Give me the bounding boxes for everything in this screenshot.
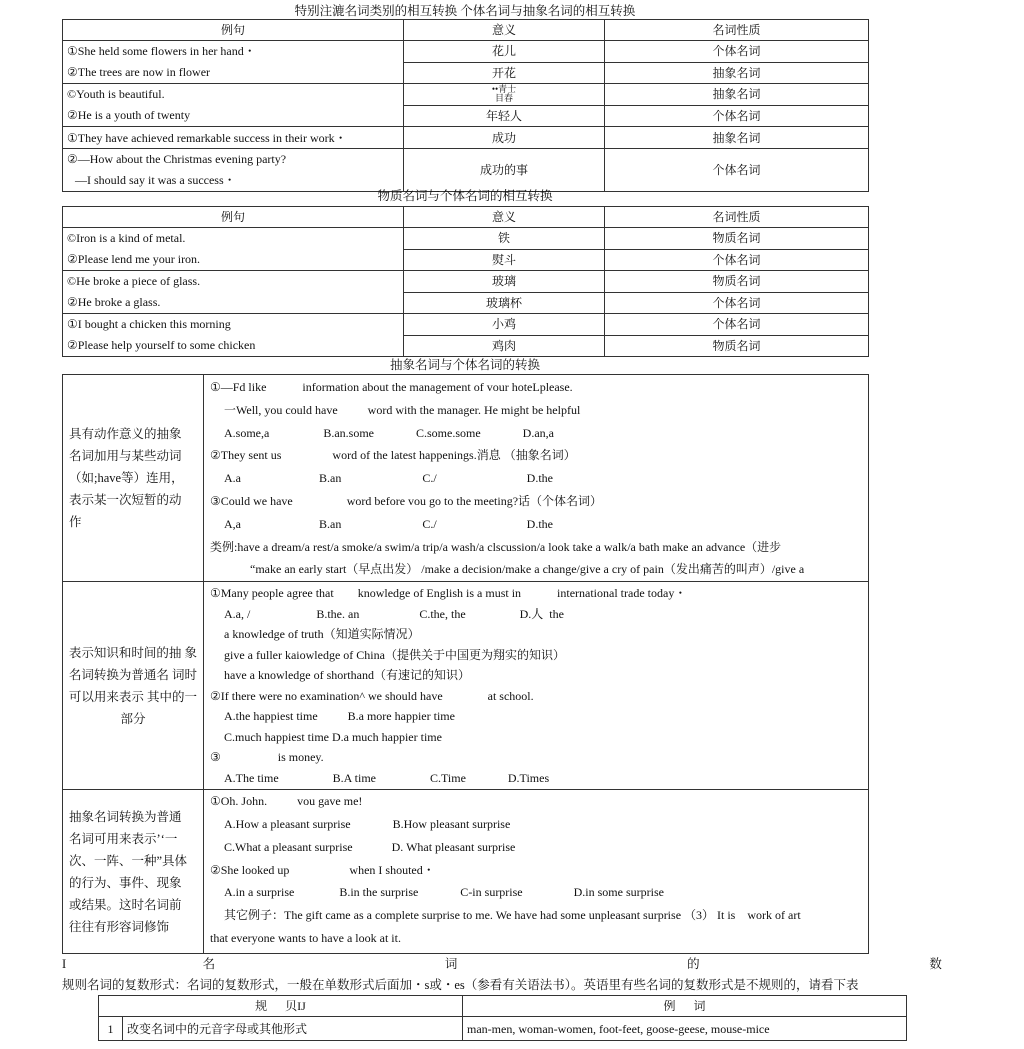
sentence: ①She held some flowers in her hand・ xyxy=(67,44,256,58)
category-cell: 抽象名词转换为普通名词可用来表示’‘一次、一阵、一种”具体的行为、事件、现象或结果。这时名词前往往有形容词修饰 xyxy=(63,790,204,954)
type-cell: 抽象名词 xyxy=(605,127,869,149)
sentence: ①They have achieved remarkable success in their work・ xyxy=(63,127,404,149)
meaning-cell: 开花 xyxy=(404,62,605,84)
example-line: that everyone wants to have a look at it. xyxy=(210,930,401,945)
rule-examples: man-men, woman-women, foot-feet, goose-geese, mouse-mice xyxy=(463,1017,907,1041)
table4 xyxy=(98,995,907,1041)
heading-char: 词 xyxy=(444,957,458,971)
table1-title: 特别注漉名词类别的相互转换 个体名词与抽象名词的相互转换 xyxy=(294,4,636,18)
meaning-cell: 铁 xyxy=(404,228,605,250)
category-cell: 表示知识和时间的抽 象名词转换为普通名 词时可以用来表示 其中的一部分 xyxy=(63,582,204,790)
table2 xyxy=(62,206,869,357)
example-line: ②She looked up when I shouted・ xyxy=(210,862,435,877)
table2-title: 物质名词与个体名词的相互转换 xyxy=(377,189,553,203)
sentence: —I should say it was a success・ xyxy=(75,173,236,187)
sentence: ②The trees are now in flower xyxy=(67,65,211,79)
table1-header-sentence: 例句 xyxy=(63,20,404,41)
sentence: ②Please help yourself to some chicken xyxy=(67,338,256,352)
example-line: A.a, / B.the. an C.the, the D.人 the xyxy=(224,606,564,621)
type-cell: 物质名词 xyxy=(605,335,869,357)
rule-number: 1 xyxy=(99,1017,123,1041)
table3-title: 抽象名词与个体名词的转换 xyxy=(389,358,540,372)
example-line: a knowledge of truth（知道实际情况） xyxy=(224,627,420,642)
sentence: ②He is a youth of twenty xyxy=(67,108,191,122)
example-line: ①Oh. John. vou gave me! xyxy=(210,794,363,809)
table4-header-examples: 例 词 xyxy=(463,996,907,1017)
example-line: C.What a pleasant surprise D. What pleasant surprise xyxy=(224,839,516,854)
table1-row-sentences xyxy=(63,149,404,192)
type-cell: 个体名词 xyxy=(605,149,869,192)
table1-header-meaning: 意义 xyxy=(404,20,605,41)
type-cell: 物质名词 xyxy=(605,271,869,293)
table1-row-sentences xyxy=(63,41,404,84)
example-line: A,a B.an C./ D.the xyxy=(224,516,553,531)
sentence: ②Please lend me your iron. xyxy=(67,252,201,266)
type-cell: 物质名词 xyxy=(605,228,869,250)
type-cell: 个体名词 xyxy=(605,314,869,336)
type-cell: 个体名词 xyxy=(605,249,869,271)
example-line: ②If there were no examination^ we should have at school. xyxy=(210,688,534,703)
meaning-cell: 小鸡 xyxy=(404,314,605,336)
table4-header-rule: 规 贝IJ xyxy=(99,996,463,1017)
example-line: 一Well, you could have word with the manager. He might be helpful xyxy=(224,402,581,417)
sentence: ②He broke a glass. xyxy=(67,295,161,309)
example-line: A.The time B.A time C.Time D.Times xyxy=(224,770,550,785)
example-line: ③ is money. xyxy=(210,750,324,765)
meaning-cell: 成功的事 xyxy=(404,149,605,192)
type-cell: 个体名词 xyxy=(605,105,869,127)
table2-row-sentences xyxy=(63,228,404,271)
example-line: A.the happiest time B.a more happier time xyxy=(224,709,455,724)
example-line: A.How a pleasant surprise B.How pleasant surprise xyxy=(224,816,511,831)
example-line: ②They sent us word of the latest happenings.消息 （抽象名词） xyxy=(210,448,576,463)
example-line xyxy=(210,950,868,952)
rule-text: 改变名词中的元音字母或其他形式 xyxy=(123,1017,463,1041)
heading-char: I xyxy=(62,957,67,971)
type-cell: 抽象名词 xyxy=(605,62,869,84)
table2-header-sentence: 例句 xyxy=(63,207,404,228)
examples-cell xyxy=(204,790,869,954)
example-line: 类例:have a dream/a rest/a smoke/a swim/a trip/a wash/a clscussion/a look take a walk/a bath make an advance（进步 xyxy=(210,539,782,554)
category-cell: 具有动作意义的抽象名词加用与某些动词（如;have等）连用，表示某一次短暂的动作 xyxy=(63,375,204,582)
table2-row-sentences xyxy=(63,271,404,314)
table2-header-meaning: 意义 xyxy=(404,207,605,228)
table2-header-type: 名词性质 xyxy=(605,207,869,228)
example-line: A.in a surprise B.in the surprise C-in surprise D.in some surprise xyxy=(224,885,664,900)
meaning-cell: 年轻人 xyxy=(404,105,605,127)
sentence: ①I bought a chicken this morning xyxy=(67,317,231,331)
example-line: C.much happiest time D.a much happier time xyxy=(224,729,442,744)
plural-intro: 规则名词的复数形式：名词的复数形式，一般在单数形式后面加・s或・es（参看有关语法书）。英语里有些名词的复数形式是不规则的，请看下表 xyxy=(62,978,859,992)
meaning-cell: 花儿 xyxy=(404,41,605,63)
type-cell: 抽象名词 xyxy=(605,84,869,106)
table1-row-sentences xyxy=(63,84,404,127)
sentence: ②—How about the Christmas evening party? xyxy=(67,152,287,166)
examples-cell xyxy=(204,375,869,582)
type-cell: 个体名词 xyxy=(605,292,869,314)
meaning-cell: 鸡肉 xyxy=(404,335,605,357)
example-line: ①Many people agree that knowledge of English is a must in international trade today・ xyxy=(210,586,687,601)
example-line: A.some,a B.an.some C.some.some D.an,a xyxy=(224,425,554,440)
meaning-cell: 玻璃杯 xyxy=(404,292,605,314)
example-line: ③Could we have word before vou go to the meeting?话（个体名词） xyxy=(210,493,603,508)
heading-char: 名 xyxy=(202,957,216,971)
table1-header-type: 名词性质 xyxy=(605,20,869,41)
example-line: “make an early start（早点出发） /make a decision/make a change/give a cry of pain（发出痛苦的叫声）/give a xyxy=(250,562,805,577)
example-line: 其它例子：The gift came as a complete surprise to me. We have had some unpleasant surprise （3） It is work of art xyxy=(224,908,801,923)
example-line: give a fuller kaiowledge of China（提供关于中国更为翔实的知识） xyxy=(224,647,565,662)
example-line: have a knowledge of shorthand（有速记的知识） xyxy=(224,668,470,683)
table3 xyxy=(62,374,869,954)
meaning-cell: 玻璃 xyxy=(404,271,605,293)
sentence: ©Youth is beautiful. xyxy=(67,87,165,101)
table1 xyxy=(62,19,869,192)
table2-row-sentences xyxy=(63,314,404,357)
heading-char: 的 xyxy=(687,957,700,971)
meaning-cell: 熨斗 xyxy=(404,249,605,271)
meaning-cell: 成功 xyxy=(404,127,605,149)
example-line: ①—Fd like information about the management of vour hoteLplease. xyxy=(210,380,573,394)
examples-cell xyxy=(204,582,869,790)
meaning-cell-garbled: ••青士 目春 xyxy=(404,84,605,106)
heading-char: 数 xyxy=(929,957,942,971)
type-cell: 个体名词 xyxy=(605,41,869,63)
example-line: A.a B.an C./ D.the xyxy=(224,471,553,486)
sentence: ©He broke a piece of glass. xyxy=(67,274,201,288)
section-heading-spread xyxy=(62,956,942,972)
sentence: ©Iron is a kind of metal. xyxy=(67,231,186,245)
